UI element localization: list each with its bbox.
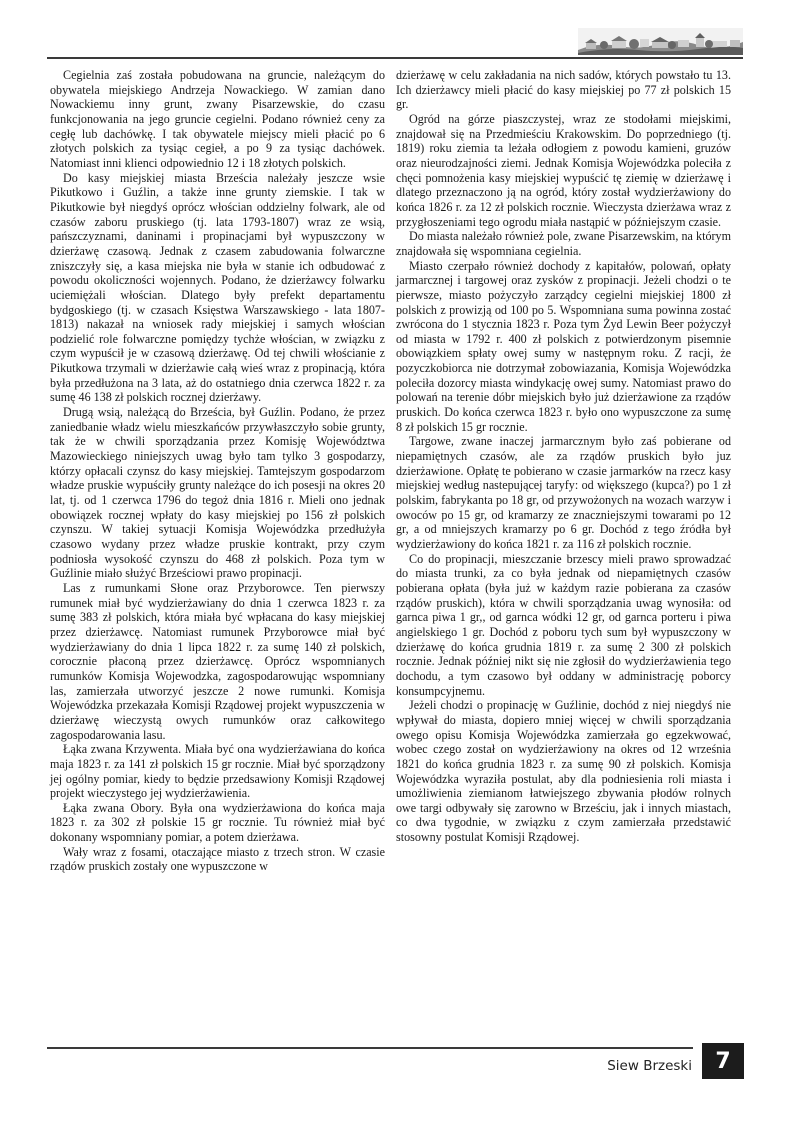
paragraph: Co do propinacji, mieszczanie brzescy mieli prawo sprowadzać do miasta trunki, za co była jednak od niepamiętnych czasów pobierana opłata (była już w każdym razie pobierana za czasów rządów pruskich), która w chwili sporządzania uwag wynosiła: od garnca piwa 1 gr,, od garnca wódki 12 gr, od garnca porteru i piwa angielskiego 1 gr. Dochód z poboru tych sum był wypuszczony w dzierżawę do końca grudnia 1819 r. za sumę 2 300 zł polskich rocznie. Jednak później nikt się nie zgłosił do wydzierżawienia tego dochodu, a tym czasowo był oddany w administrację poborcy konsumpcyjnemu.	[396, 551, 731, 698]
paragraph: Do miasta należało również pole, zwane Pisarzewskim, na którym znajdowała się wspomniana cegielnia.	[396, 229, 731, 258]
paragraph: Cegielnia zaś została pobudowana na gruncie, należącym do obywatela miejskiego Andrzeja Nowackiego. W zamian dano Nowackiemu inny grunt, zwany Pisarzewskie, do czasu funkcjonowania na jego gruncie cegielni. Podano również ceny za cegłę lub dachówkę. I tak obywatele miejscy mieli płacić po 6 złotych polskich za tysiąc cegieł, a po 9 za tysiąc dachówek. Natomiast inni klienci odpowiednio 12 i 18 złotych polskich.	[50, 68, 385, 170]
publication-title: Siew Brzeski	[607, 1058, 692, 1074]
paragraph: Las z rumunkami Słone oraz Przyborowce. Ten pierwszy rumunek miał być wydzierżawiany do dnia 1 czerwca 1823 r. za sumę 383 zł polskich, która miała być wpłacana do kasy miejskiej przez dzierżawcę. Natomiast rumunek Przyborowce miał być wydzierżawiany do dnia 1 lipca 1822 r. za sumę 140 zł polskich, corocznie płaconą przez dzierżawcę. Oprócz wspomnianych rumunków Komisja Wojewodzka, zagospodarowując wspomniany las, zamierzała utworzyć jeszcze 2 nowe rumunki. Komisja Wojewódzka przekazała Komisji Rządowej projekt wypuszczenia w dzierżawę wieczystą owych rumunków oraz całkowitego zagospodarowania lasu.	[50, 580, 385, 742]
town-panorama-photo	[578, 28, 743, 55]
article-column-left	[50, 68, 385, 874]
paragraph: Miasto czerpało również dochody z kapitałów, polowań, opłaty jarmarcznej i targowej oraz zysków z propinacji. Jeżeli chodzi o te pierwsze, miasto pożyczyło zarządcy cegielni miejskiej 1800 zł polskich z prowizją od 100 po 5. Wspomniana suma powinna zostać zwrócona do 1 stycznia 1823 r. Poza tym Żyd Lewin Beer pożyczył od miasta w 1792 r. 400 zł polskich z potwierdzonym pisemnie obowiązkiem spłaty owej sumy w następnym roku. Z racji, że pozyczkobiorca nie dotrzymał zobowiazania, Komisja Wojewódzka poleciła dozorcy miasta windykację owej sumy. Natomiast prawo do polowań na terenie dóbr miejskich było już dzierżawione za rządów pruskich. Do końca czerwca 1823 r. było ono wypuszczone za sumę 8 zł polskich 15 gr rocznie.	[396, 258, 731, 434]
paragraph: Łąka zwana Obory. Była ona wydzierżawiona do końca maja 1823 r. za 302 zł polskie 15 gr rocznie. Tu również miał być dokonany wspomniany pomiar, a potem dzierżawa.	[50, 800, 385, 845]
paragraph: Do kasy miejskiej miasta Brześcia należały jeszcze wsie Pikutkowo i Guźlin, a także inne grunty ziemskie. I tak w Pikutkowie był niegdyś oprócz włościan oddzielny folwark, ale od czasów zaboru pruskiego (tj. lata 1793-1807) wraz ze wsią, pańszczyznami, daninami i propinacjami był wypuszczony w dzierżawę czasową. Jednak z czasem zabudowania folwarczne zniszczyły się, a kasa miejska nie była w stanie ich odbudować z powodu okoliczności wojennych. Podano, że dzierżawcy folwarku uciemiężali włościan. Dlatego były prefekt departamentu bydgoskiego (tj. w czasach Księstwa Warszawskiego - lata 1807-1813) nakazał na wniosek rady miejskiej i samych włościan podzielić role folwarczne pomiędzy tychże włościan, w związku z czym wypuścił je w czasową dzierżawę. Od tej chwili włościanie z Pikutkowa trzymali w dzierżawie całą wieś wraz z propinacją, która była przedłużona na 3 lata, aż do ostatniego dnia czerwca 1822 r. za sumę 46 138 zł polskich rocznej dzierżawy.	[50, 170, 385, 405]
page-number: 7	[702, 1043, 744, 1079]
paragraph: Jeżeli chodzi o propinację w Guźlinie, dochód z niej niegdyś nie wpływał do miasta, dopiero mniej więcej w chwili sporządzania owego opisu Komisja Wojewódzka zamierzała go egzekwować, wobec czego został on wydzierżawiony na okres od 12 września 1821 do końca grudnia 1823 r. za sumę 90 zł polskich. Komisja Wojewódzka wyraziła postulat, aby dla podniesienia roli miasta i umożliwienia ziemianom łatwiejszego zbywania płodów rolnych owe targi odbywały się zarowno w Brześciu, jak i innych miastach, co dwa tygodnie, w związku z czym zamierzała przedstawić stosowny postulat Komisji Rządowej.	[396, 698, 731, 845]
paragraph: Ogród na górze piaszczystej, wraz ze stodołami miejskimi, znajdował się na Przedmieściu Krakowskim. Do poprzedniego (tj. 1819) roku ziemia ta leżała odłogiem z powodu kamieni, gruzów oraz nieurodzajności ziemi. Jednak Komisja Wojewódzka poleciła z chęci pomnożenia kasy miejskiej wypuścić tę ziemię w dzierżawę i dlatego przeznaczono ją na ogród, który został wydzierżawiony do końca 1826 r. za 12 zł polskich rocznie. Wieczysta dzierżawa wraz z przygłoszeniami tego ogrodu miała nastąpić w późniejszym czasie.	[396, 111, 731, 229]
footer-rule	[47, 1047, 693, 1049]
paragraph: Łąka zwana Krzywenta. Miała być ona wydzierżawiana do końca maja 1823 r. za 141 zł polskich 15 gr rocznie. Miał być sporządzony jej ogólny pomiar, kiedy to będzie przedsawiony Komisji Rządowej projekt wieczystego jej wydzierżawienia.	[50, 742, 385, 801]
paragraph: Wały wraz z fosami, otaczające miasto z trzech stron. W czasie rządów pruskich zostały one wypuszczone w	[50, 844, 385, 874]
header-rule	[47, 57, 743, 59]
paragraph: dzierżawę w celu zakładania na nich sadów, których powstało tu 13. Ich dzierżawcy mieli płacić do kasy miejskiej po 77 zł polskich 15 gr.	[396, 68, 731, 112]
paragraph: Drugą wsią, należącą do Brześcia, był Guźlin. Podano, że przez zaniedbanie władz wielu mieszkańców przywłaszczyło sobie grunty, tak że w chwili sporządzania przez Komisję Województwa Mazowieckiego niniejszych uwag było tam tylko 3 gospodarzy, którzy opłacali czynsz do kasy miejskiej. Tamtejszym gospodarzom władze pruskie wypuściły grunty należące do ich posesji na okres 20 lat, tj. od 1 czerwca 1796 do tegoż dnia 1816 r. Mieli ono jednak obowiązek rocznej wpłaty do kasy miejskiej po 156 zł polskich czynszu. W takiej sytuacji Komisja Wojewódzka przedłużyła czasowo wydany przez władze pruskie kontrakt, przy czym podniosła wysokość czynszu do 468 zł polskich. Poza tym w Guźlinie miało służyć Brześciowi prawo propinacji.	[50, 405, 385, 581]
article-column-right	[396, 68, 731, 845]
paragraph: Targowe, zwane inaczej jarmarcznym było zaś pobierane od niepamiętnych czasów, ale za rządów pruskich było juz dzierżawione. Opłatę te pobierano w czasie jarmarków na rzecz kasy miejskiej według nastepującej taryfy: od większego (kupca?) po 1 zł polskim, fabrykanta po 18 gr, od przywożonych na wozach warzyw i owoców po 15 gr, od kramarzy ze znaczniejszymi towarami po 12 gr, a od mniejszych kramarzy po 6 gr. Dochód z tego źródła był wydzierżawiony do końca 1821 r. za 116 zł polskich rocznie.	[396, 434, 731, 551]
